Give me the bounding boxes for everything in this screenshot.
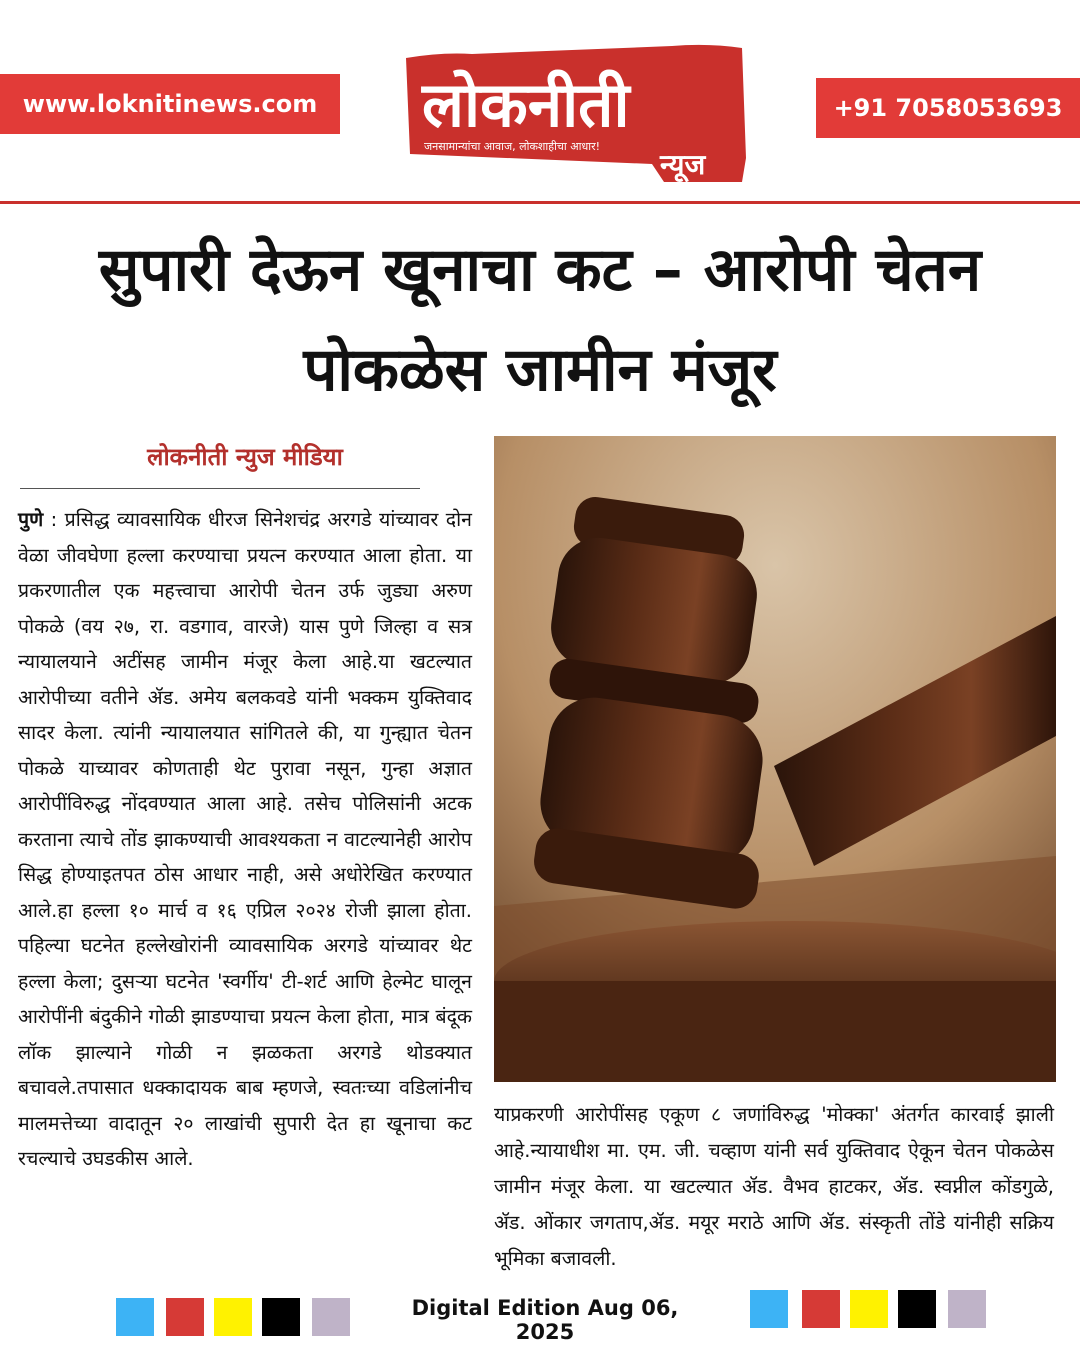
edition-date: Digital Edition Aug 06, 2025: [411, 1296, 679, 1344]
website-tag[interactable]: [0, 74, 340, 134]
website-url[interactable]: www.loknitinews.com: [22, 90, 318, 118]
color-swatch-right-2: [802, 1290, 840, 1328]
color-swatch-right-5: [948, 1290, 986, 1328]
color-swatch-left-3: [214, 1298, 252, 1336]
color-swatch-right-1: [750, 1290, 788, 1328]
color-swatch-left-2: [166, 1298, 204, 1336]
phone-tag[interactable]: [816, 78, 1080, 138]
logo-sub: न्यूज: [660, 148, 706, 181]
byline-divider: [20, 488, 420, 489]
gavel-photo: [494, 436, 1056, 1082]
phone-number[interactable]: +91 7058053693: [833, 94, 1063, 122]
headline: [20, 220, 1060, 420]
article-body-left: [18, 502, 472, 1177]
logo-title: लोकनीती: [422, 68, 630, 141]
color-swatch-right-4: [898, 1290, 936, 1328]
color-swatch-left-4: [262, 1298, 300, 1336]
article-text-left: : प्रसिद्ध व्यावसायिक धीरज सिनेशचंद्र अरगडे यांच्यावर दोन वेळा जीवघेणा हल्ला करण्याचा प्रयत्न करण्यात आला होता. या प्रकरणातील एक महत्त्वाचा आरोपी चेतन उर्फ जुड्या अरुण पोकळे (वय २७, रा. वडगाव, वारजे) यास पुणे जिल्हा व सत्र न्यायालयाने अटींसह जामीन मंजूर केला आहे.या खटल्यात आरोपीच्या वतीने ॲड. अमेय बलकवडे यांनी भक्कम युक्तिवाद सादर केला. त्यांनी न्यायालयात सांगितले की, या गुन्ह्यात चेतन पोकळे याच्यावर कोणताही थेट पुरावा नसून, गुन्हा अज्ञात आरोपींविरुद्ध नोंदवण्यात आला आहे. तसेच पोलिसांनी अटक करताना त्याचे तोंड झाकण्याची आवश्यकता न वाटल्यानेही आरोप सिद्ध होण्याइतपत ठोस आधार नाही, असे अधोरेखित करण्यात आले.हा हल्ला १० मार्च व १६ एप्रिल २०२४ रोजी झाला होता. पहिल्या घटनेत हल्लेखोरांनी व्यावसायिक अरगडे यांच्यावर थेट हल्ला केला; दुसऱ्या घटनेत 'स्वर्गीय' टी-शर्ट आणि हेल्मेट घालून आरोपींनी बंदुकीने गोळी झाडण्याचा प्रयत्न केला होता, मात्र बंदूक लॉक झाल्याने गोळी न झळकता अरगडे थोडक्यात बचावले.तपासात धक्कादायक बाब म्हणजे, स्वतःच्या वडिलांनीच मालमत्तेच्या वादातून २० लाखांची सुपारी देत हा खूनाचा कट रचल्याचे उघडकीस आले.: [18, 508, 472, 1170]
article-body-right: याप्रकरणी आरोपींसह एकूण ८ जणांविरुद्ध 'मोक्का' अंतर्गत कारवाई झाली आहे.न्यायाधीश मा. एम. जी. चव्हाण यांनी सर्व युक्तिवाद ऐकून चेतन पोकळेस जामीन मंजूर केला. या खटल्यात ॲड. वैभव हाटकर, ॲड. स्वप्नील कोंडगुळे, ॲड. ओंकार जगताप,ॲड. मयूर मराठे आणि ॲड. संस्कृती तोंडे यांनीही सक्रिय भूमिका बजावली.: [494, 1103, 1054, 1270]
dateline: पुणे: [18, 508, 44, 531]
headline-line-1: सुपारी देऊन खूनाचा कट – आरोपी चेतन: [98, 235, 982, 305]
headline-line-2: पोकळेस जामीन मंजूर: [303, 335, 777, 405]
header-divider: [0, 201, 1080, 204]
color-swatch-right-3: [850, 1290, 888, 1328]
logo-tagline: जनसामान्यांचा आवाज, लोकशाहीचा आधार!: [424, 140, 601, 153]
color-swatch-left-5: [312, 1298, 350, 1336]
byline: लोकनीती न्युज मीडिया: [147, 443, 343, 471]
color-swatch-left-1: [116, 1298, 154, 1336]
loknitinews-logo: [402, 40, 750, 186]
